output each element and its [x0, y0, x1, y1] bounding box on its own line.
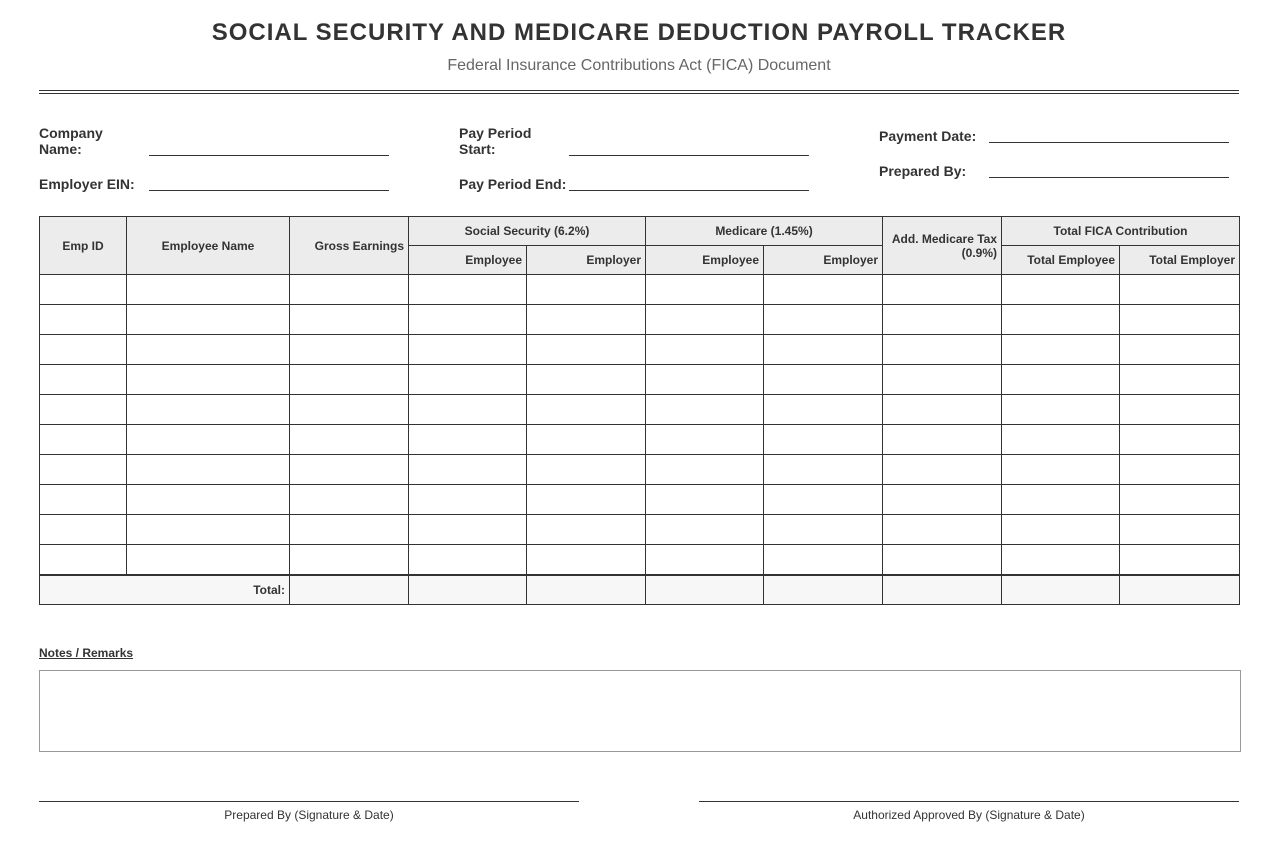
payroll-table: [39, 216, 1240, 605]
total-employer-cell[interactable]: [1120, 515, 1240, 545]
medicare-employee-cell[interactable]: [646, 485, 764, 515]
prepared-by-label: Prepared By:: [879, 163, 967, 179]
header-add-medicare-tax: [883, 217, 1002, 275]
medicare-employee-cell[interactable]: [646, 275, 764, 305]
table-row: [40, 545, 1240, 576]
ss-employer-cell[interactable]: [527, 425, 646, 455]
total-fica-employee-cell[interactable]: [1002, 575, 1120, 605]
medicare-employee-cell[interactable]: [646, 305, 764, 335]
payroll-table-body: [40, 275, 1240, 576]
pay-period-end-label: Pay Period End:: [459, 176, 567, 192]
approved-by-signature-label: Authorized Approved By (Signature & Date): [853, 808, 1085, 822]
gross-earnings-cell[interactable]: [290, 275, 409, 305]
total-gross-earnings-cell[interactable]: [290, 575, 409, 605]
payment-date-field[interactable]: [989, 142, 1229, 143]
total-employee-cell[interactable]: [1002, 515, 1120, 545]
employee-name-cell[interactable]: [127, 335, 290, 365]
total-employee-cell[interactable]: [1002, 365, 1120, 395]
ss-employer-cell[interactable]: [527, 335, 646, 365]
employer-ein-field[interactable]: [149, 190, 389, 191]
prepared-by-signature-label: Prepared By (Signature & Date): [224, 808, 394, 822]
total-medicare-employer-cell[interactable]: [764, 575, 883, 605]
medicare-employer-cell[interactable]: [764, 515, 883, 545]
table-row: [40, 365, 1240, 395]
pay-period-start-label-line2: Start:: [459, 141, 496, 157]
total-label: Total:: [40, 575, 290, 605]
add-medicare-tax-cell[interactable]: [883, 395, 1002, 425]
ss-employer-cell[interactable]: [527, 485, 646, 515]
header-employee-name: Employee Name: [127, 217, 290, 275]
emp-id-cell[interactable]: [40, 545, 127, 576]
company-name-label-line1: Company: [39, 125, 103, 141]
add-medicare-tax-cell[interactable]: [883, 365, 1002, 395]
ss-employee-cell[interactable]: [409, 455, 527, 485]
medicare-employee-cell[interactable]: [646, 365, 764, 395]
pay-period-start-label-line1: Pay Period: [459, 125, 532, 141]
medicare-employer-cell[interactable]: [764, 335, 883, 365]
header-ss-employee: Employee: [409, 246, 527, 275]
company-name-label: [39, 125, 103, 157]
header-medicare-employee: Employee: [646, 246, 764, 275]
total-employee-cell[interactable]: [1002, 275, 1120, 305]
total-employer-cell[interactable]: [1120, 305, 1240, 335]
add-medicare-tax-cell[interactable]: [883, 515, 1002, 545]
emp-id-cell[interactable]: [40, 275, 127, 305]
ss-employee-cell[interactable]: [409, 545, 527, 576]
employee-name-cell[interactable]: [127, 275, 290, 305]
notes-box[interactable]: [39, 670, 1241, 752]
total-employer-cell[interactable]: [1120, 485, 1240, 515]
employee-name-cell[interactable]: [127, 545, 290, 576]
medicare-employer-cell[interactable]: [764, 395, 883, 425]
table-row: [40, 275, 1240, 305]
gross-earnings-cell[interactable]: [290, 515, 409, 545]
ss-employer-cell[interactable]: [527, 515, 646, 545]
total-employee-cell[interactable]: [1002, 545, 1120, 576]
add-medicare-tax-cell[interactable]: [883, 425, 1002, 455]
total-employer-cell[interactable]: [1120, 545, 1240, 576]
total-employer-cell[interactable]: [1120, 425, 1240, 455]
medicare-employee-cell[interactable]: [646, 395, 764, 425]
employee-name-cell[interactable]: [127, 425, 290, 455]
ss-employee-cell[interactable]: [409, 275, 527, 305]
employer-ein-label: Employer EIN:: [39, 176, 135, 192]
emp-id-cell[interactable]: [40, 305, 127, 335]
page-title: SOCIAL SECURITY AND MEDICARE DEDUCTION PAYROLL TRACKER: [211, 19, 1067, 46]
header-divider-top: [39, 90, 1239, 91]
total-medicare-employee-cell[interactable]: [646, 575, 764, 605]
employee-name-cell[interactable]: [127, 515, 290, 545]
total-fica-employer-cell[interactable]: [1120, 575, 1240, 605]
medicare-employer-cell[interactable]: [764, 485, 883, 515]
employee-name-cell[interactable]: [127, 455, 290, 485]
page-subtitle: Federal Insurance Contributions Act (FICA) Document: [447, 57, 831, 74]
emp-id-cell[interactable]: [40, 485, 127, 515]
table-row: [40, 515, 1240, 545]
emp-id-cell[interactable]: [40, 365, 127, 395]
header-total-employer: Total Employer: [1120, 246, 1240, 275]
emp-id-cell[interactable]: [40, 395, 127, 425]
header-total-employee: Total Employee: [1002, 246, 1120, 275]
header-add-medicare-tax-line2: (0.9%): [961, 245, 998, 260]
emp-id-cell[interactable]: [40, 425, 127, 455]
employee-name-cell[interactable]: [127, 395, 290, 425]
total-ss-employee-cell[interactable]: [409, 575, 527, 605]
pay-period-end-field[interactable]: [569, 190, 809, 191]
gross-earnings-cell[interactable]: [290, 455, 409, 485]
ss-employee-cell[interactable]: [409, 425, 527, 455]
prepared-by-field[interactable]: [989, 177, 1229, 178]
total-employer-cell[interactable]: [1120, 395, 1240, 425]
approved-by-signature-line[interactable]: [699, 801, 1239, 802]
employee-name-cell[interactable]: [127, 305, 290, 335]
medicare-employee-cell[interactable]: [646, 545, 764, 576]
total-ss-employer-cell[interactable]: [527, 575, 646, 605]
table-row: [40, 305, 1240, 335]
total-employer-cell[interactable]: [1120, 335, 1240, 365]
medicare-employer-cell[interactable]: [764, 425, 883, 455]
ss-employer-cell[interactable]: [527, 395, 646, 425]
gross-earnings-cell[interactable]: [290, 395, 409, 425]
header-ss-employer: Employer: [527, 246, 646, 275]
total-employee-cell[interactable]: [1002, 455, 1120, 485]
notes-label: Notes / Remarks: [39, 646, 134, 660]
gross-earnings-cell[interactable]: [290, 365, 409, 395]
add-medicare-tax-cell[interactable]: [883, 275, 1002, 305]
header-medicare: Medicare (1.45%): [646, 217, 883, 246]
total-employee-cell[interactable]: [1002, 425, 1120, 455]
payment-date-label: Payment Date:: [879, 128, 977, 144]
header-emp-id: Emp ID: [40, 217, 127, 275]
total-employer-cell[interactable]: [1120, 365, 1240, 395]
total-employee-cell[interactable]: [1002, 305, 1120, 335]
ss-employee-cell[interactable]: [409, 335, 527, 365]
table-row: [40, 335, 1240, 365]
pay-period-start-field[interactable]: [569, 155, 809, 156]
ss-employer-cell[interactable]: [527, 455, 646, 485]
medicare-employee-cell[interactable]: [646, 455, 764, 485]
employee-name-cell[interactable]: [127, 485, 290, 515]
header-social-security: Social Security (6.2%): [409, 217, 646, 246]
ss-employer-cell[interactable]: [527, 365, 646, 395]
emp-id-cell[interactable]: [40, 335, 127, 365]
employee-name-cell[interactable]: [127, 365, 290, 395]
add-medicare-tax-cell[interactable]: [883, 455, 1002, 485]
emp-id-cell[interactable]: [40, 515, 127, 545]
total-employer-cell[interactable]: [1120, 455, 1240, 485]
medicare-employer-cell[interactable]: [764, 305, 883, 335]
header-total-fica: Total FICA Contribution: [1002, 217, 1240, 246]
medicare-employee-cell[interactable]: [646, 425, 764, 455]
medicare-employer-cell[interactable]: [764, 545, 883, 576]
medicare-employee-cell[interactable]: [646, 515, 764, 545]
medicare-employer-cell[interactable]: [764, 275, 883, 305]
gross-earnings-cell[interactable]: [290, 425, 409, 455]
table-row: [40, 455, 1240, 485]
table-row: [40, 425, 1240, 455]
ss-employer-cell[interactable]: [527, 545, 646, 576]
ss-employee-cell[interactable]: [409, 305, 527, 335]
ss-employee-cell[interactable]: [409, 365, 527, 395]
company-name-label-line2: Name:: [39, 141, 82, 157]
emp-id-cell[interactable]: [40, 455, 127, 485]
ss-employee-cell[interactable]: [409, 395, 527, 425]
medicare-employee-cell[interactable]: [646, 335, 764, 365]
add-medicare-tax-cell[interactable]: [883, 335, 1002, 365]
header-gross-earnings: Gross Earnings: [290, 217, 409, 275]
medicare-employer-cell[interactable]: [764, 455, 883, 485]
totals-row: [40, 575, 1240, 605]
add-medicare-tax-cell[interactable]: [883, 305, 1002, 335]
table-row: [40, 485, 1240, 515]
add-medicare-tax-cell[interactable]: [883, 485, 1002, 515]
pay-period-start-label: [459, 125, 531, 157]
total-employee-cell[interactable]: [1002, 485, 1120, 515]
total-employer-cell[interactable]: [1120, 275, 1240, 305]
header-add-medicare-tax-line1: Add. Medicare Tax: [891, 231, 998, 246]
gross-earnings-cell[interactable]: [290, 485, 409, 515]
add-medicare-tax-cell[interactable]: [883, 545, 1002, 576]
header-divider-bottom: [39, 93, 1239, 94]
ss-employee-cell[interactable]: [409, 515, 527, 545]
company-name-field[interactable]: [149, 155, 389, 156]
gross-earnings-cell[interactable]: [290, 305, 409, 335]
ss-employer-cell[interactable]: [527, 305, 646, 335]
total-add-medicare-tax-cell[interactable]: [883, 575, 1002, 605]
gross-earnings-cell[interactable]: [290, 335, 409, 365]
total-employee-cell[interactable]: [1002, 395, 1120, 425]
table-row: [40, 395, 1240, 425]
total-employee-cell[interactable]: [1002, 335, 1120, 365]
ss-employee-cell[interactable]: [409, 485, 527, 515]
medicare-employer-cell[interactable]: [764, 365, 883, 395]
header-medicare-employer: Employer: [764, 246, 883, 275]
ss-employer-cell[interactable]: [527, 275, 646, 305]
gross-earnings-cell[interactable]: [290, 545, 409, 576]
prepared-by-signature-line[interactable]: [39, 801, 579, 802]
